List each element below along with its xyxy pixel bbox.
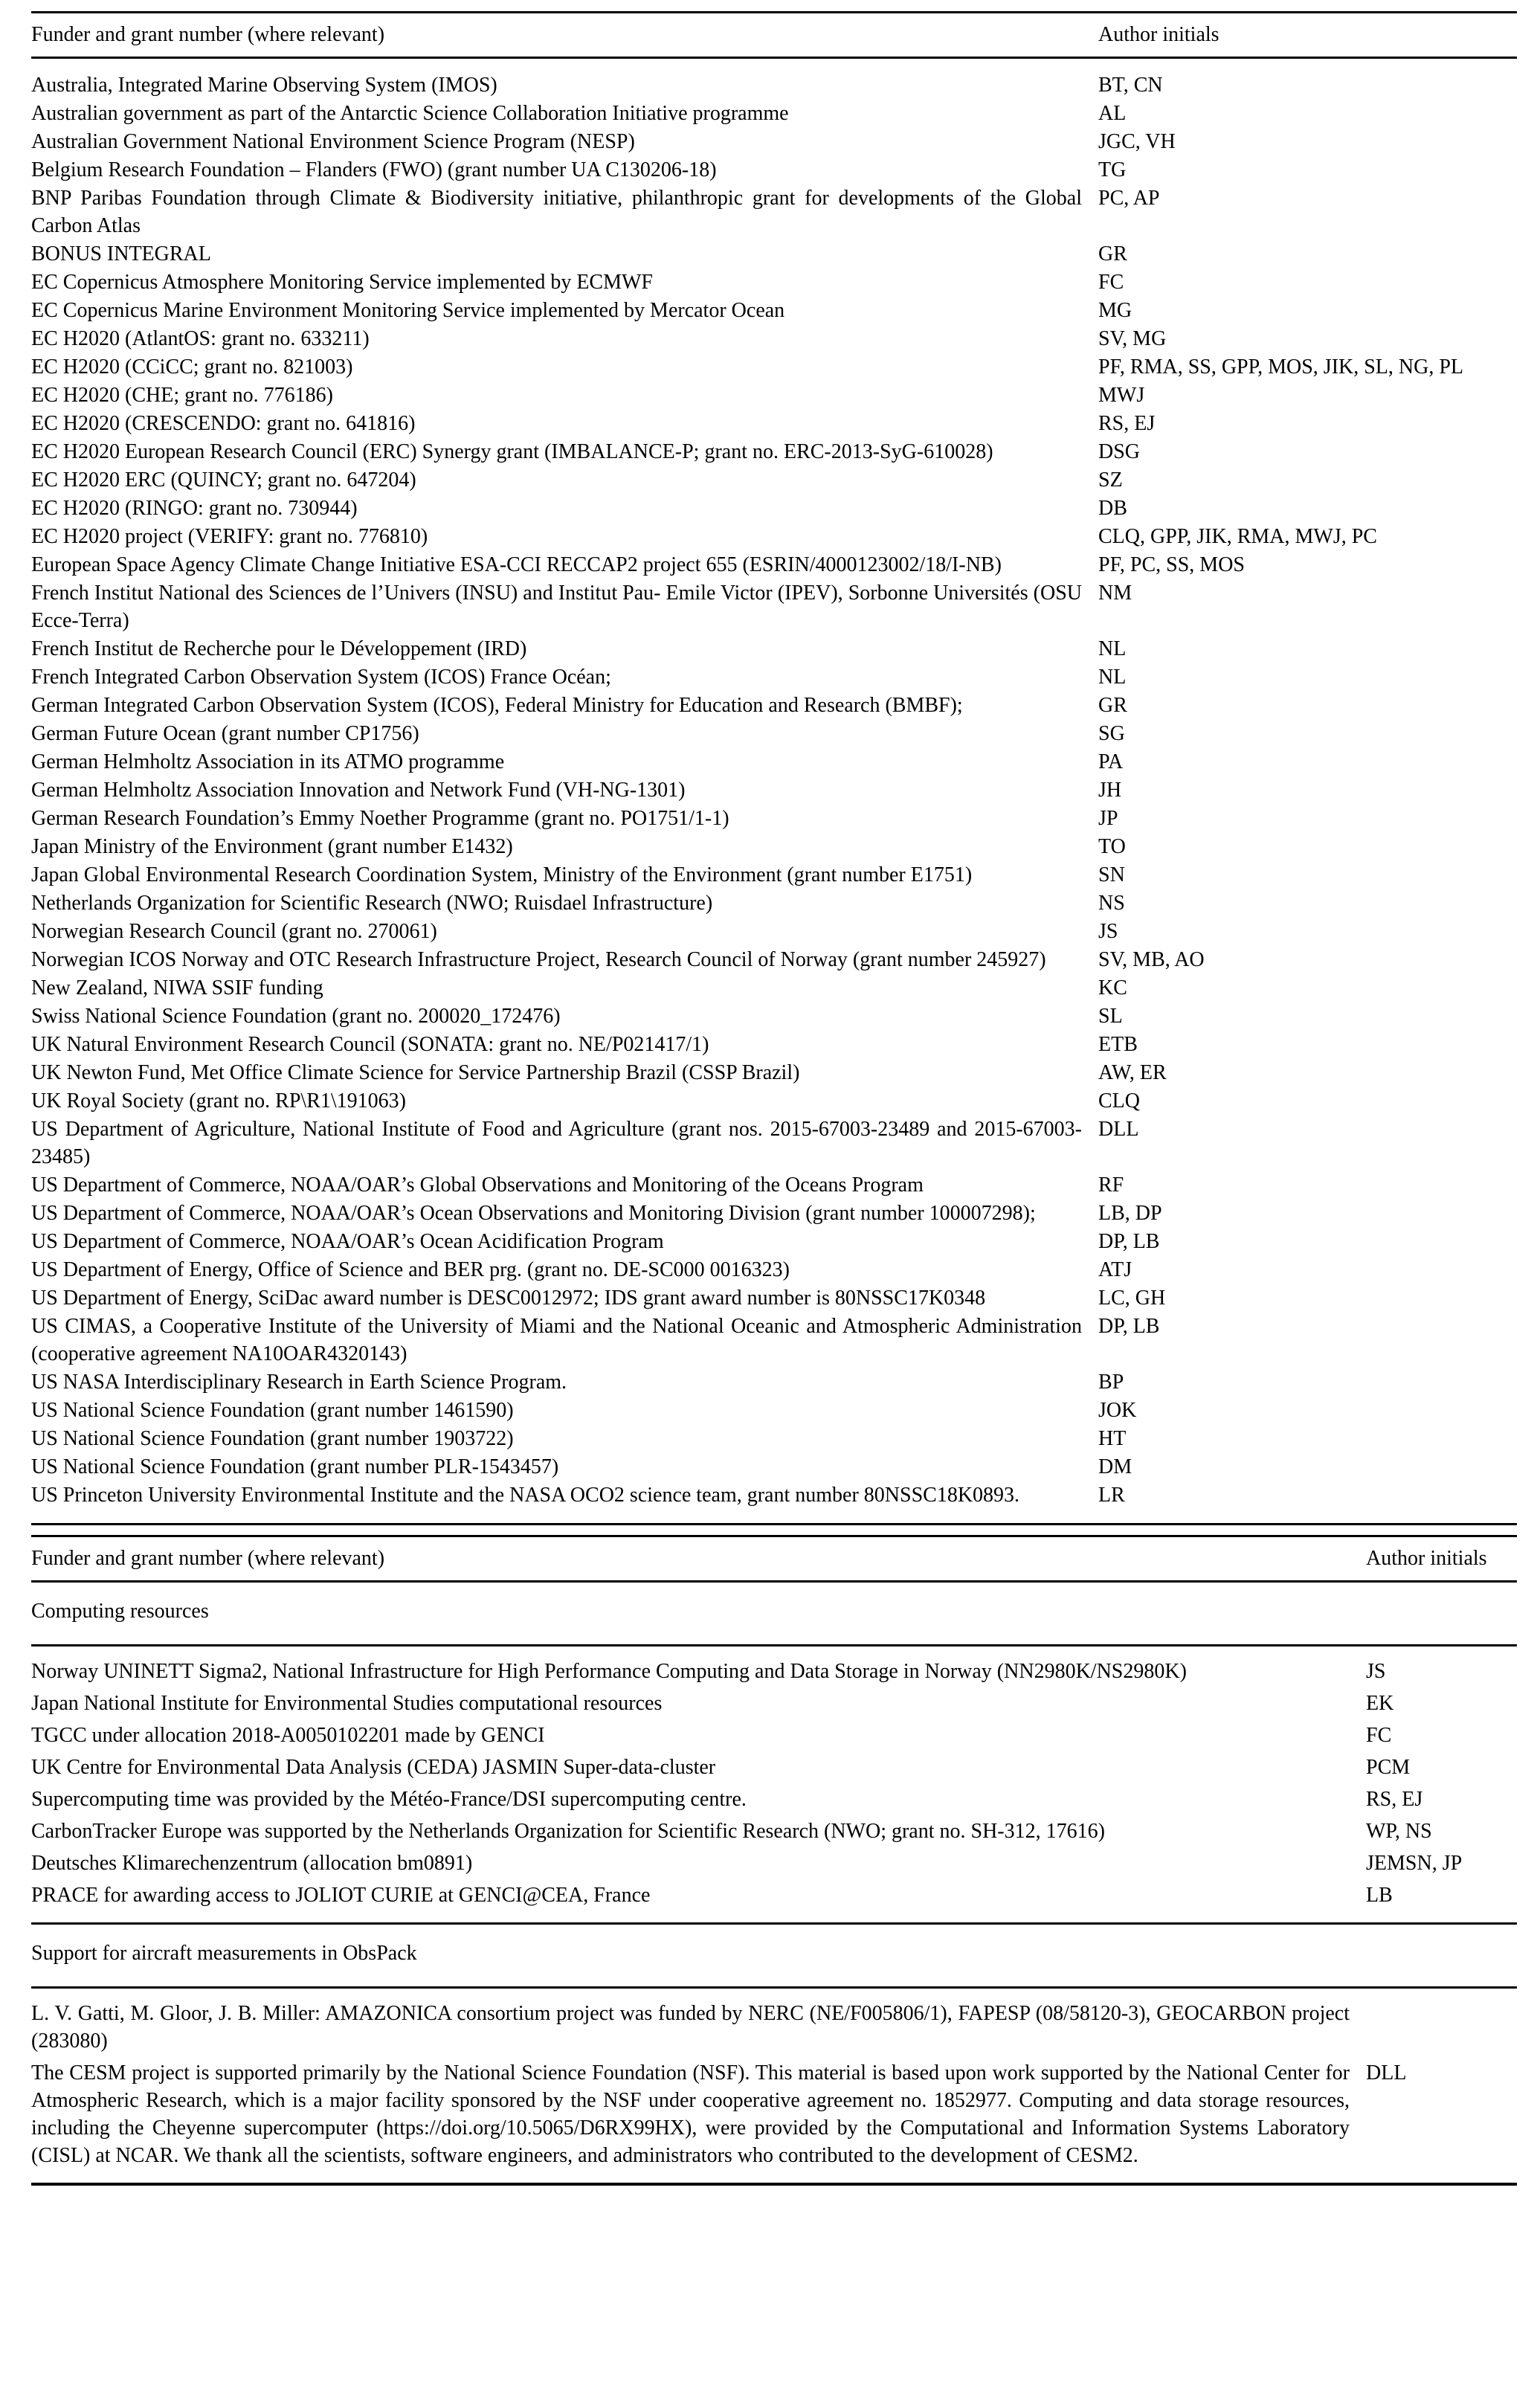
author-initials-cell: DP, LB	[1098, 1315, 1160, 1338]
funder-cell: TGCC under allocation 2018-A0050102201 made by GENCI	[31, 1724, 545, 1747]
author-initials-cell: WP, NS	[1366, 1820, 1432, 1843]
table-row	[31, 466, 1517, 494]
author-initials-cell: PC, AP	[1098, 187, 1160, 210]
table1-header-row	[31, 13, 1517, 57]
funder-cell: German Helmholtz Association Innovation and Network Fund (VH-NG-1301)	[31, 779, 686, 802]
funder-cell: Australia, Integrated Marine Observing System (IMOS)	[31, 74, 497, 97]
table-row	[31, 128, 1517, 155]
obspack-body	[31, 1989, 1517, 2183]
funder-cell: UK Centre for Environmental Data Analysis (CEDA) JASMIN Super-data-cluster	[31, 1756, 716, 1779]
author-initials-cell: DM	[1098, 1455, 1132, 1478]
computing-resources-body	[31, 1646, 1517, 1922]
funder-cell: UK Newton Fund, Met Office Climate Science for Service Partnership Brazil (CSSP Brazil)	[31, 1061, 800, 1084]
author-initials-cell: CLQ	[1098, 1089, 1140, 1113]
funder-cell: UK Royal Society (grant no. RP\R1\191063)	[31, 1089, 406, 1113]
author-initials-cell: FC	[1366, 1724, 1392, 1747]
author-initials-cell: KC	[1098, 976, 1127, 999]
funder-cell: US National Science Foundation (grant number 1903722)	[31, 1427, 514, 1450]
author-initials-cell: LC, GH	[1098, 1287, 1166, 1310]
funder-cell: CarbonTracker Europe was supported by the Netherlands Organization for Scientific Research (NWO; grant no. SH-312, 17616)	[31, 1820, 1105, 1843]
funder-cell: BNP Paribas Foundation through Climate & Biodiversity initiative, philanthropic grant for developments of the Global Carbon Atlas	[31, 187, 1082, 237]
funder-cell: Belgium Research Foundation – Flanders (FWO) (grant number UA C130206-18)	[31, 158, 717, 181]
author-initials-cell: DLL	[1366, 2061, 1407, 2085]
author-initials-cell: JH	[1098, 779, 1122, 802]
author-initials-cell: ATJ	[1098, 1258, 1132, 1281]
author-initials-cell: EK	[1366, 1692, 1394, 1715]
table2-header-initials: Author initials	[1366, 1547, 1487, 1570]
author-initials-cell: BP	[1098, 1371, 1124, 1394]
table-row	[31, 974, 1517, 1002]
funder-cell: European Space Agency Climate Change Initiative ESA-CCI RECCAP2 project 655 (ESRIN/4000123002/18/I-NB)	[31, 553, 1002, 576]
table-row	[31, 1200, 1517, 1227]
funder-cell: Australian government as part of the Antarctic Science Collaboration Initiative programme	[31, 102, 789, 125]
author-initials-cell: AW, ER	[1098, 1061, 1167, 1084]
author-initials-cell: GR	[1098, 694, 1127, 717]
funder-cell: German Research Foundation’s Emmy Noether Programme (grant no. PO1751/1-1)	[31, 807, 729, 830]
table-row	[31, 1425, 1517, 1452]
author-initials-cell: HT	[1098, 1427, 1127, 1450]
funder-cell: PRACE for awarding access to JOLIOT CURIE at GENCI@CEA, France	[31, 1884, 651, 1907]
funder-cell: EC H2020 (AtlantOS: grant no. 633211)	[31, 327, 370, 350]
author-initials-cell: BT, CN	[1098, 74, 1163, 97]
author-initials-cell: SV, MG	[1098, 327, 1167, 350]
table-row	[31, 1481, 1517, 1509]
table-row	[31, 946, 1517, 973]
table-row	[31, 1818, 1517, 1845]
author-initials-cell: SG	[1098, 722, 1125, 745]
author-initials-cell: DSG	[1098, 440, 1141, 463]
funder-cell: Japan National Institute for Environmental Studies computational resources	[31, 1692, 663, 1715]
funder-cell: EC Copernicus Marine Environment Monitoring Service implemented by Mercator Ocean	[31, 299, 785, 322]
author-initials-cell: ETB	[1098, 1033, 1138, 1056]
funder-cell: US Department of Energy, Office of Science and BER prg. (grant no. DE-SC000 0016323)	[31, 1258, 790, 1281]
table-row	[31, 2059, 1517, 2169]
table-row	[31, 1722, 1517, 1749]
funder-cell: Deutsches Klimarechenzentrum (allocation bm0891)	[31, 1852, 473, 1875]
table-row	[31, 1002, 1517, 1030]
table-row	[31, 720, 1517, 747]
funder-cell: US Department of Commerce, NOAA/OAR’s Ocean Observations and Monitoring Division (grant number 100007298);	[31, 1202, 1036, 1225]
author-initials-cell: AL	[1098, 102, 1127, 125]
funder-cell: US CIMAS, a Cooperative Institute of the University of Miami and the National Oceanic and Atmospheric Administration (cooperative agreement NA10OAR4320143)	[31, 1315, 1082, 1365]
table-row	[31, 635, 1517, 663]
table-separator-gap	[31, 1525, 1517, 1535]
table-row	[31, 833, 1517, 860]
funder-cell: US Department of Agriculture, National Institute of Food and Agriculture (grant nos. 2015-67003-23489 and 2015-67003-23485)	[31, 1118, 1082, 1168]
table-row	[31, 1228, 1517, 1255]
funder-cell: US Princeton University Environmental Institute and the NASA OCO2 science team, grant number 80NSSC18K0893.	[31, 1484, 1020, 1507]
table-row	[31, 325, 1517, 352]
funder-cell: EC H2020 (CHE; grant no. 776186)	[31, 384, 333, 407]
author-initials-cell: DB	[1098, 497, 1127, 520]
table-row	[31, 184, 1517, 239]
table-row	[31, 1313, 1517, 1368]
author-initials-cell: SL	[1098, 1005, 1123, 1028]
author-initials-cell: JGC, VH	[1098, 130, 1176, 153]
table-bottom-rule	[31, 2183, 1517, 2186]
funder-cell: L. V. Gatti, M. Gloor, J. B. Miller: AMAZONICA consortium project was funded by NERC (NE/F005806/1), FAPESP (08/58120-3), GEOCARBON project (283080)	[31, 2002, 1350, 2053]
author-initials-cell: PA	[1098, 750, 1124, 773]
funder-cell: EC H2020 (CRESCENDO: grant no. 641816)	[31, 412, 416, 435]
funder-cell: EC Copernicus Atmosphere Monitoring Service implemented by ECMWF	[31, 271, 653, 294]
table-row	[31, 1690, 1517, 1717]
author-initials-cell: NL	[1098, 666, 1127, 689]
table-row	[31, 748, 1517, 776]
funder-cell: US NASA Interdisciplinary Research in Earth Science Program.	[31, 1371, 567, 1394]
funder-cell: Supercomputing time was provided by the Météo-France/DSI supercomputing centre.	[31, 1788, 747, 1811]
author-initials-cell: GR	[1098, 242, 1127, 265]
funder-cell: Netherlands Organization for Scientific Research (NWO; Ruisdael Infrastructure)	[31, 892, 713, 915]
section-title-obspack: Support for aircraft measurements in ObsPack	[31, 1942, 417, 1965]
table-row	[31, 663, 1517, 691]
funder-cell: Norwegian Research Council (grant no. 270061)	[31, 920, 437, 943]
author-initials-cell: PCM	[1366, 1756, 1411, 1779]
table-row	[31, 495, 1517, 522]
table2-header-funder: Funder and grant number (where relevant)	[31, 1547, 385, 1570]
table-row	[31, 1284, 1517, 1312]
table-row	[31, 438, 1517, 466]
author-initials-cell: SZ	[1098, 469, 1123, 492]
table-row	[31, 353, 1517, 381]
author-initials-cell: SV, MB, AO	[1098, 948, 1205, 971]
section-title-computing-resources: Computing resources	[31, 1600, 209, 1623]
author-initials-cell: FC	[1098, 271, 1124, 294]
funder-cell: Australian Government National Environment Science Program (NESP)	[31, 130, 635, 153]
table-row	[31, 776, 1517, 804]
table-row	[31, 523, 1517, 550]
funder-cell: Norway UNINETT Sigma2, National Infrastructure for High Performance Computing and Data Storage in Norway (NN2980K/NS2980K)	[31, 1660, 1187, 1683]
funder-cell: German Future Ocean (grant number CP1756)	[31, 722, 419, 745]
funder-cell: Norwegian ICOS Norway and OTC Research Infrastructure Project, Research Council of Norway (grant number 245927)	[31, 948, 1046, 971]
author-initials-cell: NM	[1098, 582, 1132, 605]
author-initials-cell: JEMSN, JP	[1366, 1852, 1463, 1875]
author-initials-cell: JS	[1098, 920, 1118, 943]
table-row	[31, 382, 1517, 409]
author-initials-cell: LB, DP	[1098, 1202, 1162, 1225]
funder-cell: Japan Global Environmental Research Coordination System, Ministry of the Environment (grant number E1751)	[31, 863, 973, 886]
table-row	[31, 1881, 1517, 1909]
funder-cell: French Institut National des Sciences de l’Univers (INSU) and Institut Pau- Emile Victor (IPEV), Sorbonne Universités (OSU Ecce-Terra)	[31, 582, 1082, 632]
table-row	[31, 1116, 1517, 1171]
author-initials-cell: JP	[1098, 807, 1118, 830]
table-row	[31, 692, 1517, 719]
funder-cell: EC H2020 (CCiCC; grant no. 821003)	[31, 355, 353, 379]
author-initials-cell: RF	[1098, 1174, 1124, 1197]
table-row	[31, 1087, 1517, 1115]
funder-cell: EC H2020 European Research Council (ERC) Synergy grant (IMBALANCE-P; grant no. ERC-2013-SyG-610028)	[31, 440, 993, 463]
table-row	[31, 297, 1517, 324]
author-initials-cell: NS	[1098, 892, 1125, 915]
table-row	[31, 2000, 1517, 2055]
table-row	[31, 1256, 1517, 1284]
table-row	[31, 1453, 1517, 1481]
author-initials-cell: JS	[1366, 1660, 1386, 1683]
table-row	[31, 579, 1517, 634]
table-row	[31, 1171, 1517, 1199]
funder-cell: Japan Ministry of the Environment (grant number E1432)	[31, 835, 513, 858]
funder-cell: EC H2020 ERC (QUINCY; grant no. 647204)	[31, 469, 416, 492]
table-row	[31, 861, 1517, 889]
author-initials-cell: NL	[1098, 637, 1127, 660]
table-row	[31, 156, 1517, 184]
funder-cell: New Zealand, NIWA SSIF funding	[31, 976, 323, 999]
table-row	[31, 1850, 1517, 1877]
table-row	[31, 410, 1517, 437]
author-initials-cell: PF, RMA, SS, GPP, MOS, JIK, SL, NG, PL	[1098, 355, 1464, 379]
funder-cell: The CESM project is supported primarily by the National Science Foundation (NSF). This material is based upon work supported by the National Center for Atmospheric Research, which is a major facility sponsored by the NSF under cooperative agreement no. 1852977. Computing and data storage resources, including the Cheyenne supercomputer (https://doi.org/10.5065/D6RX99HX), were provided by the Computational and Information Systems Laboratory (CISL) at NCAR. We thank all the scientists, software engineers, and administrators who contributed to the development of CESM2.	[31, 2061, 1350, 2167]
author-initials-cell: TO	[1098, 835, 1126, 858]
author-initials-cell: SN	[1098, 863, 1125, 886]
author-initials-cell: PF, PC, SS, MOS	[1098, 553, 1245, 576]
author-initials-cell: DP, LB	[1098, 1230, 1160, 1253]
table-row	[31, 1368, 1517, 1396]
author-initials-cell: MG	[1098, 299, 1132, 322]
author-initials-cell: LB	[1366, 1884, 1393, 1907]
funder-cell: UK Natural Environment Research Council (SONATA: grant no. NE/P021417/1)	[31, 1033, 709, 1056]
table-row	[31, 805, 1517, 832]
table1-header-initials: Author initials	[1098, 23, 1219, 46]
author-initials-cell: DLL	[1098, 1118, 1139, 1141]
table-row	[31, 71, 1517, 99]
funder-cell: French Integrated Carbon Observation System (ICOS) France Océan;	[31, 666, 611, 689]
table-row	[31, 889, 1517, 917]
table-row	[31, 1754, 1517, 1781]
table-row	[31, 1397, 1517, 1424]
table-row	[31, 1031, 1517, 1058]
table1-header-funder: Funder and grant number (where relevant)	[31, 23, 385, 46]
funder-cell: US National Science Foundation (grant number PLR-1543457)	[31, 1455, 559, 1478]
table-row	[31, 551, 1517, 579]
funder-cell: US Department of Commerce, NOAA/OAR’s Ocean Acidification Program	[31, 1230, 664, 1253]
author-initials-cell: JOK	[1098, 1399, 1137, 1422]
table1-body	[31, 59, 1517, 1523]
funder-cell: US National Science Foundation (grant number 1461590)	[31, 1399, 514, 1422]
table-row	[31, 1786, 1517, 1813]
funder-cell: US Department of Energy, SciDac award number is DESC0012972; IDS grant award number is 80NSSC17K0348	[31, 1287, 986, 1310]
author-initials-cell: RS, EJ	[1366, 1788, 1423, 1811]
author-initials-cell: CLQ, GPP, JIK, RMA, MWJ, PC	[1098, 525, 1377, 548]
table-row	[31, 1059, 1517, 1087]
funder-cell: French Institut de Recherche pour le Développement (IRD)	[31, 637, 527, 660]
author-initials-cell: MWJ	[1098, 384, 1145, 407]
table-row	[31, 1658, 1517, 1685]
table2-header-row	[31, 1537, 1517, 1580]
funder-cell: BONUS INTEGRAL	[31, 242, 211, 265]
funder-cell: German Integrated Carbon Observation System (ICOS), Federal Ministry for Education and Research (BMBF);	[31, 694, 963, 717]
table-row	[31, 240, 1517, 268]
author-initials-cell: RS, EJ	[1098, 412, 1156, 435]
funder-cell: EC H2020 (RINGO: grant no. 730944)	[31, 497, 358, 520]
funder-cell: German Helmholtz Association in its ATMO programme	[31, 750, 505, 773]
author-initials-cell: TG	[1098, 158, 1127, 181]
funder-cell: EC H2020 project (VERIFY: grant no. 776810)	[31, 525, 428, 548]
table-row	[31, 268, 1517, 296]
author-initials-cell: LR	[1098, 1484, 1125, 1507]
table-row	[31, 918, 1517, 945]
funder-cell: Swiss National Science Foundation (grant no. 200020_172476)	[31, 1005, 561, 1028]
funder-cell: US Department of Commerce, NOAA/OAR’s Global Observations and Monitoring of the Oceans Program	[31, 1174, 924, 1197]
table-row	[31, 100, 1517, 127]
